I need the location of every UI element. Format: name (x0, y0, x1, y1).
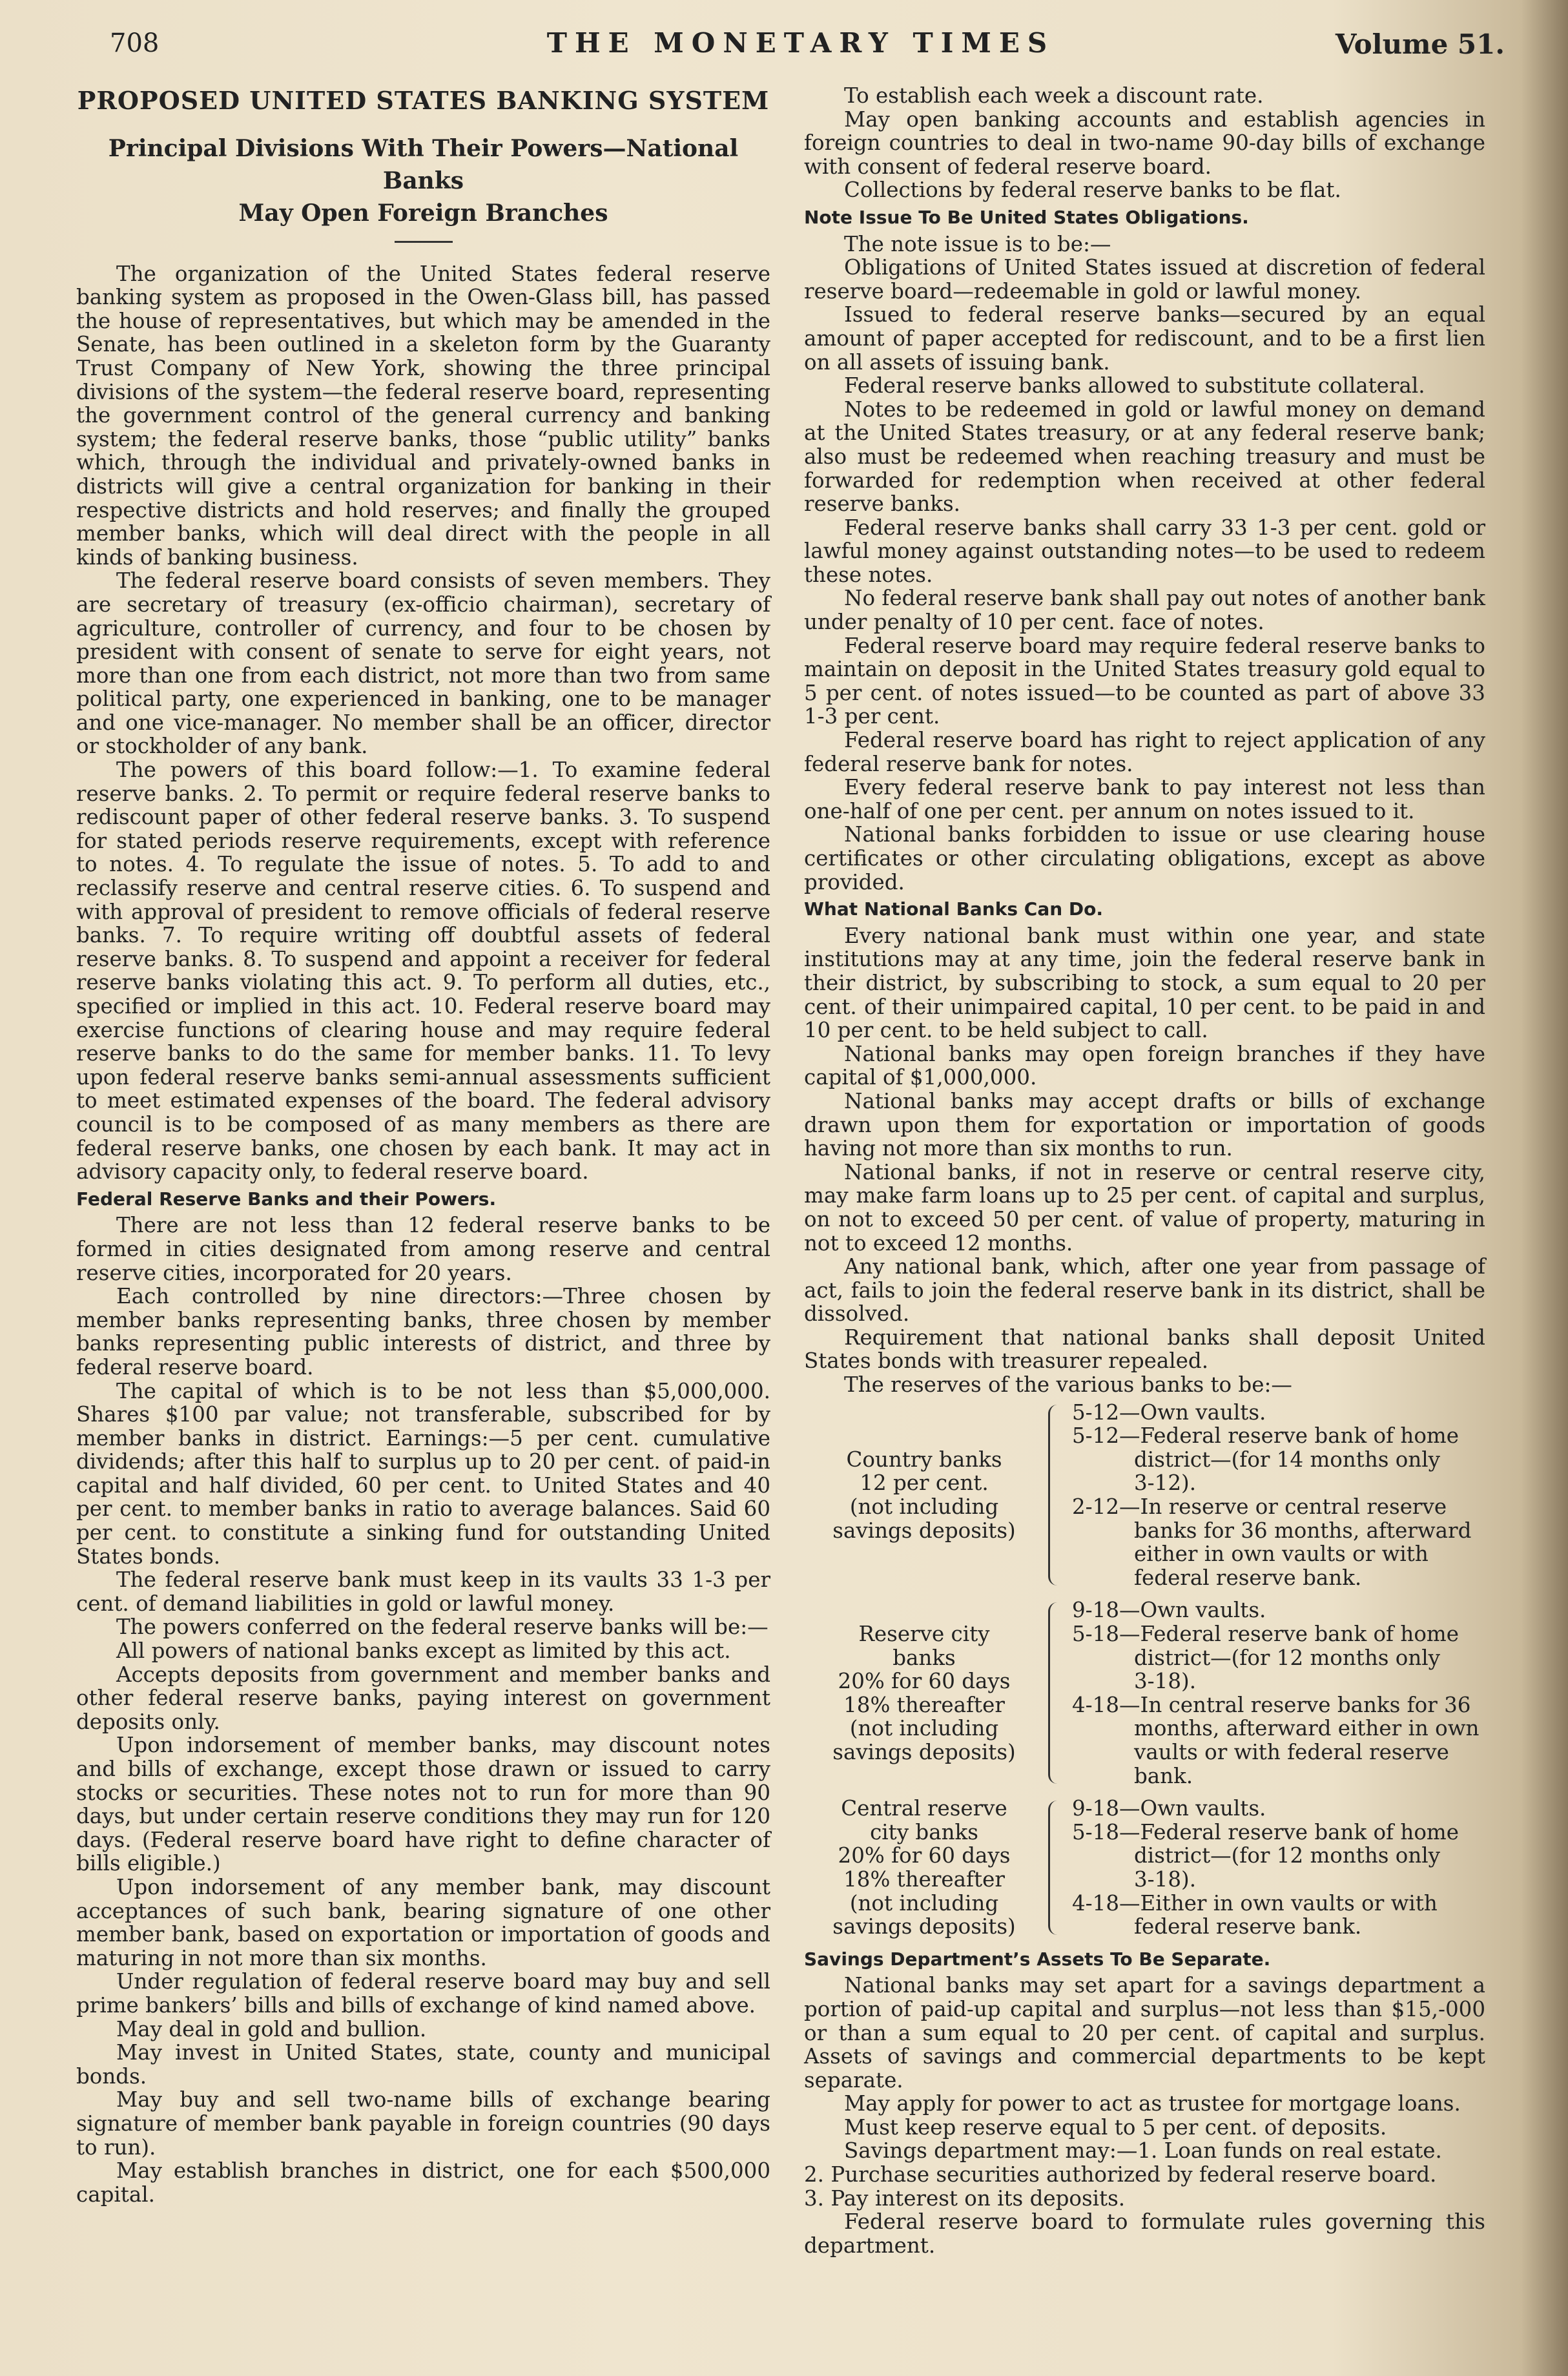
brace (1048, 1405, 1066, 1586)
paragraph: Accepts deposits from government and member banks and other federal reserve banks, paying interest on government deposits only. (76, 1662, 770, 1734)
paragraph: Obligations of United States issued at discretion of federal reserve board—redeemable in gold or lawful money. (804, 255, 1485, 304)
reserve-label-line: 20% for 60 days (838, 1669, 1011, 1694)
reserve-items (1072, 1797, 1485, 1939)
paragraph: Federal reserve board may require federal reserve banks to maintain on deposit in the United States treasury gold equal to 5 per cent. of notes issued—to be counted as part of above 33 1-3 per cent. (804, 633, 1485, 729)
paragraph: National banks forbidden to issue or use clearing house certificates or other circulating obligations, except as above provided. (804, 822, 1485, 894)
paragraph: No federal reserve bank shall pay out notes of another bank under penalty of 10 per cent. face of notes. (804, 586, 1485, 635)
reserve-item: 3-12). (1134, 1471, 1197, 1496)
paragraph: May apply for power to act as trustee for mortgage loans. (844, 2091, 1461, 2116)
reserve-items (1072, 1401, 1485, 1590)
reserve-item: 3-18). (1134, 1866, 1197, 1892)
paragraph: National banks may open foreign branches if they have capital of $1,000,000. (804, 1041, 1485, 1090)
section-heading: What National Banks Can Do. (804, 898, 1104, 920)
brace (1048, 1801, 1066, 1935)
reserve-item: 4-18—Either in own vaults or with (1072, 1890, 1438, 1916)
paragraph: Must keep reserve equal to 5 per cent. of deposits. (844, 2114, 1387, 2140)
reserve-label-line: Reserve city (858, 1622, 990, 1646)
reserve-label-line: (not including (849, 1890, 999, 1916)
subtitle-line: Principal Divisions With Their Powers—National Banks (108, 134, 739, 194)
masthead: THE MONETARY TIMES (546, 27, 1055, 59)
title-rule (395, 241, 453, 243)
reserve-label (804, 1401, 1044, 1590)
paragraph: Under regulation of federal reserve board may buy and sell prime bankers’ bills and bills of exchange of kind named above. (76, 1969, 770, 2018)
paragraph: Upon indorsement of member banks, may discount notes and bills of exchange, except those drawn or issued to carry stocks or securities. These notes not to run for more than 90 days, but under certain reserve conditions they may run for 120 days. (Federal reserve board have right to define character of bills eligible.) (76, 1733, 770, 1876)
brace (1048, 1602, 1066, 1784)
reserve-label-line: savings deposits) (832, 1739, 1016, 1764)
paragraph: May establish branches in district, one for each $500,000 capital. (76, 2158, 770, 2207)
paragraph: National banks may set apart for a savings department a portion of paid-up capital and surplus—not less than $15,-000 or than a sum equal to 20 per cent. of capital and surplus. Assets of savings and commercial departments to be kept separate. (804, 1973, 1485, 2092)
reserve-label-line: savings deposits) (832, 1914, 1016, 1939)
paragraph: The capital of which is to be not less than $5,000,000. Shares $100 par value; not transferable, subscribed for by member banks in district. Earnings:—5 per cent. cumulative dividends; after this half to surplus up to 20 per cent. of paid-in capital and half divided, 60 per cent. to United States and 40 per cent. to member banks in ratio to average balances. Said 60 per cent. to constitute a sinking fund for outstanding United States bonds. (76, 1378, 770, 1569)
reserve-item: banks for 36 months, afterward (1134, 1518, 1472, 1543)
paragraph: Requirement that national banks shall deposit United States bonds with treasurer repealed. (804, 1325, 1485, 1374)
reserve-item: 5-12—Own vaults. (1072, 1400, 1266, 1425)
paragraph: Each controlled by nine directors:—Three chosen by member banks representing banks, three chosen by member banks representing public interests of district, and three by federal reserve board. (76, 1284, 770, 1379)
reserve-item: district—(for 12 months only (1134, 1843, 1441, 1868)
paragraph: The federal reserve board consists of seven members. They are secretary of treasury (ex-officio chairman), secretary of agriculture, controller of currency, and four to be chosen by president with consent of senate to serve for eight years, not more than one from each district, not more than two from same political party, one experienced in banking, one to be manager and one vice-manager. No member shall be an officer, director or stockholder of any bank. (76, 568, 770, 759)
paragraph: Federal reserve board to formulate rules governing this department. (804, 2209, 1485, 2258)
reserve-label-line: Country banks (846, 1447, 1002, 1472)
reserve-item: 9-18—Own vaults. (1072, 1796, 1266, 1821)
left-column (76, 84, 770, 2206)
reserve-table-reserve-city (804, 1598, 1485, 1788)
reserve-item: 9-18—Own vaults. (1072, 1598, 1266, 1623)
paragraph: The powers conferred on the federal reserve banks will be:— (116, 1615, 769, 1640)
reserve-item: 5-18—Federal reserve bank of home (1072, 1622, 1459, 1646)
paragraph: The federal reserve bank must keep in its vaults 33 1-3 per cent. of demand liabilities in gold or lawful money. (76, 1567, 770, 1616)
reserve-label (804, 1598, 1044, 1788)
volume-label: Volume 51. (1335, 28, 1505, 60)
paragraph: 3. Pay interest on its deposits. (804, 2185, 1126, 2211)
reserve-item: 3-18). (1134, 1669, 1197, 1694)
section-heading: Savings Department’s Assets To Be Separate. (804, 1948, 1271, 1970)
reserve-item: months, afterward either in own (1134, 1716, 1480, 1741)
reserve-label-line: (not including (849, 1494, 999, 1520)
reserve-label-line: 18% thereafter (843, 1866, 1005, 1892)
reserve-label-line: Central reserve (841, 1796, 1007, 1821)
paragraph: May buy and sell two-name bills of exchange bearing signature of member bank payable in foreign countries (90 days to run). (76, 2087, 770, 2160)
paragraph: To establish each week a discount rate. (844, 83, 1264, 108)
paragraph: National banks may accept drafts or bills of exchange drawn upon them for exportation or importation of goods having not more than six months to run. (804, 1088, 1485, 1161)
paragraph: Upon indorsement of any member bank, may discount acceptances of such bank, bearing signature of one other member bank, based on exportation or importation of goods and maturing in not more than six months. (76, 1874, 770, 1970)
reserve-table-country (804, 1401, 1485, 1590)
reserve-item: district—(for 14 months only (1134, 1447, 1441, 1472)
section-heading: Note Issue To Be United States Obligations. (804, 206, 1249, 228)
paragraph: The organization of the United States federal reserve banking system as proposed in the Owen-Glass bill, has passed the house of representatives, but which may be amended in the Senate, has been outlined in a skeleton form by the Guaranty Trust Company of New York, showing the three principal divisions of the system—the federal reserve board, representing the government control of the general currency and banking system; the federal reserve banks, those “public utility” banks which, through the individual and privately-owned banks in districts will give a central organization for banking in their respective districts and hold reserves; and finally the grouped member banks, which will deal direct with the people in all kinds of banking business. (76, 261, 770, 570)
reserve-table-central-reserve (804, 1797, 1485, 1939)
paragraph: All powers of national banks except as limited by this act. (116, 1638, 731, 1664)
paragraph: Federal reserve board has right to reject application of any federal reserve bank for notes. (804, 728, 1485, 776)
reserve-item: bank. (1134, 1763, 1193, 1788)
page-number: 708 (110, 28, 160, 58)
paragraph: Savings department may:—1. Loan funds on real estate. (844, 2138, 1442, 2164)
paragraph: Notes to be redeemed in gold or lawful money on demand at the United States treasury, or at any federal reserve bank; also must be redeemed when reaching treasury and must be forwarded for redemption when received at other federal reserve banks. (804, 397, 1485, 517)
section-heading: Federal Reserve Banks and their Powers. (76, 1188, 497, 1210)
reserve-item: federal reserve bank. (1134, 1565, 1362, 1590)
paragraph: 2. Purchase securities authorized by federal reserve board. (804, 2162, 1437, 2187)
paragraph: May deal in gold and bullion. (116, 2016, 427, 2041)
reserve-item: 2-12—In reserve or central reserve (1072, 1494, 1447, 1520)
paragraph: Federal reserve banks shall carry 33 1-3 per cent. gold or lawful money against outstanding notes—to be used to redeem these notes. (804, 515, 1485, 587)
reserve-label-line: 20% for 60 days (838, 1843, 1011, 1868)
paragraph: May open banking accounts and establish agencies in foreign countries to deal in two-name 90-day bills of exchange with consent of federal reserve board. (804, 107, 1485, 179)
paragraph: The reserves of the various banks to be:— (844, 1372, 1292, 1398)
reserve-item: district—(for 12 months only (1134, 1645, 1441, 1670)
reserve-item: either in own vaults or with (1134, 1542, 1429, 1567)
reserve-item: 4-18—In central reserve banks for 36 (1072, 1692, 1471, 1717)
paragraph: Every national bank must within one year, and state institutions may at any time, join the federal reserve bank in their district, by subscribing to stock, a sum equal to 20 per cent. of their unimpaired capital, 10 per cent. to be paid in and 10 per cent. to be held subject to call. (804, 923, 1485, 1043)
paragraph: The powers of this board follow:—1. To examine federal reserve banks. 2. To permit or require federal reserve banks to rediscount paper of other federal reserve banks. 3. To suspend for stated periods reserve requirements, except with reference to notes. 4. To regulate the issue of notes. 5. To add to and reclassify reserve and central reserve cities. 6. To suspend and with approval of president to remove officials of federal reserve banks. 7. To require writing off doubtful assets of federal reserve banks. 8. To suspend and appoint a receiver for federal reserve banks violating this act. 9. To perform all duties, etc., specified or implied in this act. 10. Federal reserve board may exercise functions of clearing house and may require federal reserve banks to do the same for member banks. 11. To levy upon federal reserve banks semi-annual assessments sufficient to meet estimated expenses of the board. The federal advisory council is to be composed of as many members as there are federal reserve banks, one chosen by each bank. It may act in advisory capacity only, to federal reserve board. (76, 758, 770, 1184)
reserve-label-line: 12 per cent. (860, 1471, 989, 1496)
reserve-item: 5-12—Federal reserve bank of home (1072, 1423, 1459, 1449)
reserve-item: vaults or with federal reserve (1134, 1739, 1449, 1764)
paragraph: Any national bank, which, after one year from passage of act, fails to join the federal reserve bank in its district, shall be dissolved. (804, 1254, 1485, 1327)
reserve-items (1072, 1598, 1485, 1788)
reserve-label-line: 18% thereafter (843, 1692, 1005, 1717)
paragraph: The note issue is to be:— (844, 231, 1111, 256)
paragraph: Collections by federal reserve banks to be flat. (844, 178, 1341, 203)
article-subtitle (76, 132, 770, 229)
page-header (97, 25, 1505, 70)
reserve-label-line: city banks (870, 1819, 978, 1844)
subtitle-line: May Open Foreign Branches (238, 199, 608, 227)
right-column (804, 84, 1485, 2257)
paragraph: Issued to federal reserve banks—secured by an equal amount of paper accepted for rediscount, and to be a first lien on all assets of issuing bank. (804, 302, 1485, 375)
reserve-item: federal reserve bank. (1134, 1914, 1362, 1939)
reserve-label-line: savings deposits) (832, 1518, 1016, 1543)
paragraph: May invest in United States, state, county and municipal bonds. (76, 2040, 770, 2089)
reserve-label-line: (not including (849, 1716, 999, 1741)
reserve-label (804, 1797, 1044, 1939)
paragraph: Every federal reserve bank to pay interest not less than one-half of one per cent. per annum on notes issued to it. (804, 775, 1485, 823)
paragraph: National banks, if not in reserve or central reserve city, may make farm loans up to 25 per cent. of capital and surplus, on not to exceed 50 per cent. of value of property, maturing in not to exceed 12 months. (804, 1159, 1485, 1255)
paragraph: Federal reserve banks allowed to substitute collateral. (844, 373, 1425, 398)
paragraph: There are not less than 12 federal reserve banks to be formed in cities designated from among reserve and central reserve cities, incorporated for 20 years. (76, 1213, 770, 1285)
reserve-item: 5-18—Federal reserve bank of home (1072, 1819, 1459, 1844)
article-title: PROPOSED UNITED STATES BANKING SYSTEM (77, 86, 770, 115)
reserve-label-line: banks (892, 1645, 956, 1670)
